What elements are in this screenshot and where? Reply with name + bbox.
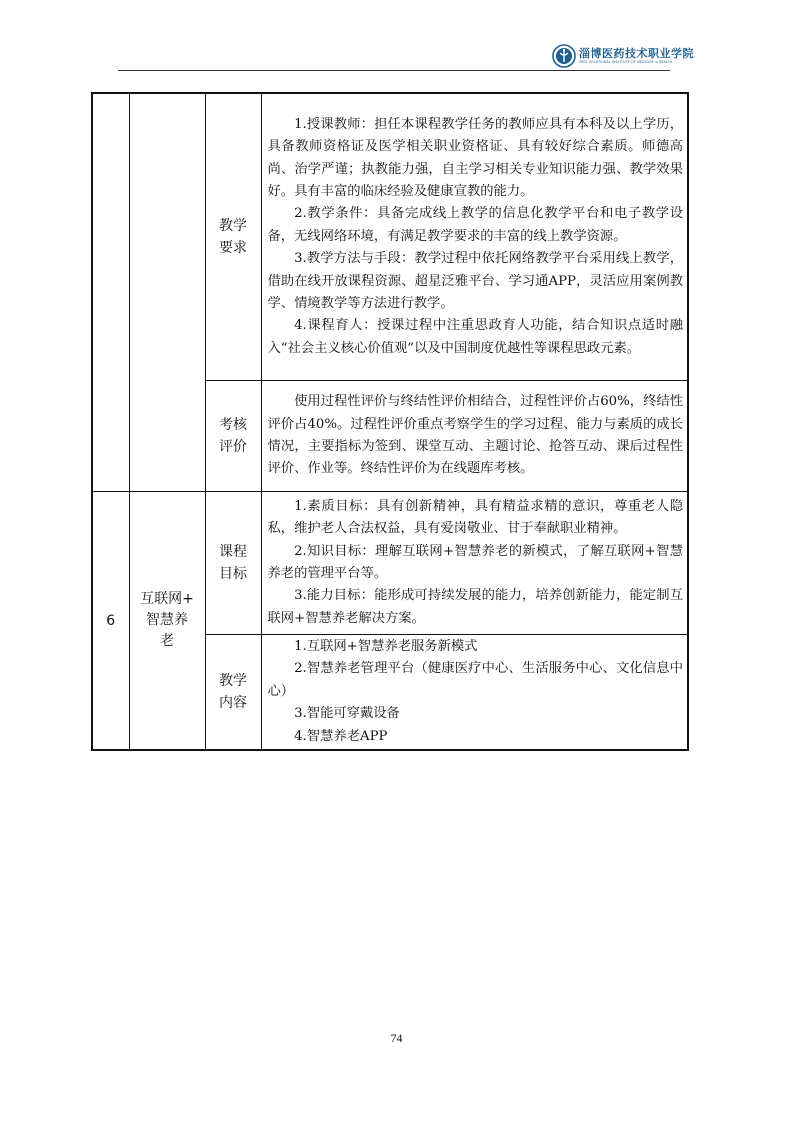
teaching-content-list: [261, 635, 688, 751]
teaching-requirements-content: [261, 93, 688, 381]
category-teaching-content: 教学 内容: [205, 635, 261, 751]
category-course-objectives: 课程 目标: [205, 492, 261, 635]
paragraph: 2.知识目标：理解互联网+智慧养老的新模式，了解互联网+智慧养老的管理平台等。: [267, 543, 683, 581]
table-row-course-objectives: [92, 492, 688, 635]
paragraph: 2.教学条件：具备完成线上教学的信息化教学平台和电子教学设备，无线网络环境，有满足教学要求的丰富的线上教学资源。: [267, 206, 683, 244]
logo-english-name: ZIBO VOCATIONAL INSTITUTE OF MEDICINE & HEALTH: [579, 60, 673, 64]
paragraph: 1.授课教师：担任本课程教学任务的教师应具有本科及以上学历，具备教师资格证及医学相关职业资格证、具有较好综合素质。师德高尚、治学严谨；执教能力强，自主学习相关专业知识能力强、教学效果好。具有丰富的临床经验及健康宣教的能力。: [267, 116, 683, 199]
course-name: 互联网+ 智慧养 老: [129, 492, 205, 751]
college-emblem-icon: [552, 44, 576, 68]
paragraph: 1.素质目标：具有创新精神，具有精益求精的意识，尊重老人隐私，维护老人合法权益，具有爱岗敬业、甘于奉献职业精神。: [267, 498, 683, 537]
course-objectives-content: [261, 492, 688, 635]
category-teaching-requirements: 教学 要求: [205, 93, 261, 381]
list-item: 3.智能可穿戴设备: [294, 706, 400, 722]
paragraph: 3.能力目标：能形成可持续发展的能力，培养创新能力，能定制互联网+智慧养老解决方案。: [267, 588, 683, 626]
list-item: 1.互联网+智慧养老服务新模式: [294, 639, 478, 654]
list-item: 4.智慧养老APP: [294, 728, 388, 744]
list-item: 2.智慧养老管理平台（健康医疗中心、生活服务中心、文化信息中心）: [267, 661, 683, 699]
course-number: 6: [92, 492, 129, 751]
table-row-teaching-requirements: [92, 93, 688, 381]
page-number: 74: [390, 1031, 403, 1045]
logo-chinese-name: 淄博医药技术职业学院: [579, 47, 694, 60]
course-cell-continued: [129, 93, 205, 492]
number-cell-continued: [92, 93, 129, 492]
assessment-content: [261, 381, 688, 492]
paragraph: 使用过程性评价与终结性评价相结合，过程性评价占60%，终结性评价占40%。过程性评价重点考察学生的学习过程、能力与素质的成长情况，主要指标为签到、课堂互动、主题讨论、抢答互动、课后过程性评价、作业等。终结性评价为在线题库考核。: [267, 394, 683, 477]
curriculum-table: [91, 92, 689, 751]
college-logo: [552, 44, 694, 72]
paragraph: 4.课程育人：授课过程中注重思政育人功能，结合知识点适时融入“社会主义核心价值观”以及中国制度优越性等课程思政元素。: [267, 318, 683, 356]
category-assessment: 考核 评价: [205, 381, 261, 492]
paragraph: 3.教学方法与手段：教学过程中依托网络教学平台采用线上教学，借助在线开放课程资源、超星泛雅平台、学习通APP，灵活应用案例教学、情境教学等方法进行教学。: [267, 251, 683, 312]
